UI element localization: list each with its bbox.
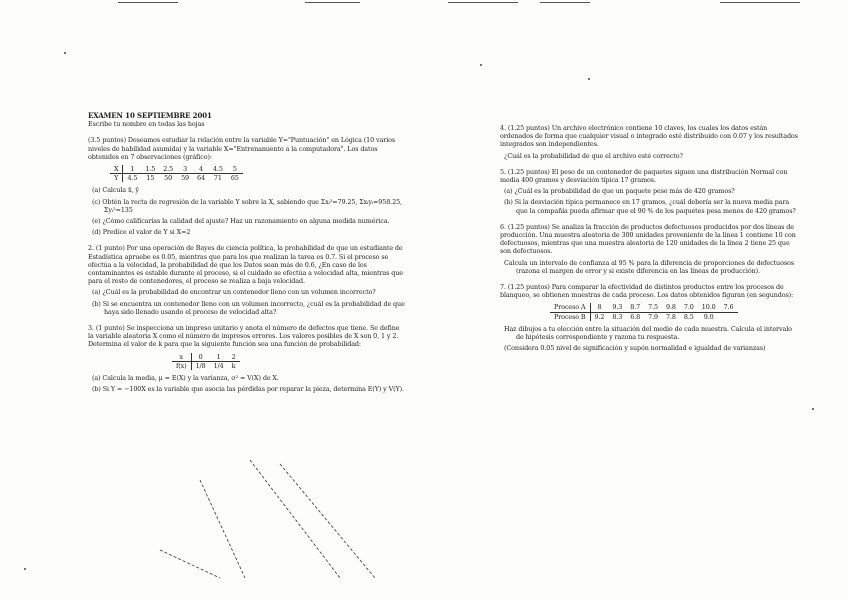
table-cell: 6.8 (630, 312, 641, 321)
question-item: (c) Obtén la recta de regresión de la variable Y sobre la X, sabiendo que Σxᵢ²=79.25, Σxᵢyᵢ=958.25, Σyᵢ²=135 (92, 197, 402, 214)
table-cell: 59 (181, 174, 190, 183)
question-item: (a) Calcula x̄, ȳ (92, 186, 139, 195)
table-cell: 7.0 (680, 303, 698, 312)
scan-speck (24, 568, 26, 570)
scan-speck (480, 64, 482, 66)
table-cell: 1 (123, 165, 141, 174)
question-2 (88, 244, 406, 316)
table-cell: 4 (193, 165, 209, 174)
question-1-text: (3.5 puntos) Deseamos estudiar la relación entre la variable Y="Puntuación" en Lógica (10 varios niveles de habilidad asumida) y la variable X="Entrenamiento a la computadora". Los datos obtenidos en 7 observaciones (gráfico): (88, 136, 396, 161)
exam-subtitle: Escribe tu nombre en todas las hojas (88, 120, 205, 129)
scan-mark (720, 2, 800, 3)
table-cell: 1/8 (195, 361, 206, 370)
scan-speck (588, 78, 590, 80)
table-cell: 8.5 (683, 312, 694, 321)
table-cell: Y (110, 174, 123, 183)
question-5-text: 5. (1.25 puntos) El peso de un contenedor de paquetes siguen una distribución Normal con media 400 gramos y desviación típica 17 gramos. (500, 167, 788, 185)
table-cell: x (172, 353, 191, 362)
table-cell: 5 (227, 165, 243, 174)
table-cell: k (231, 361, 236, 370)
left-column (88, 112, 406, 393)
table-cell: 8 (590, 303, 608, 312)
table-cell: 4.5 (209, 165, 227, 174)
question-item: (a) ¿Cuál es la probabilidad de encontrar un contenedor lleno con un volumen incorrecto? (92, 288, 376, 297)
table-cell: 9.3 (608, 303, 626, 312)
question-item: ¿Cuál es la probabilidad de que el archivo esté correcto? (504, 151, 683, 160)
question-5 (500, 168, 800, 215)
question-1 (88, 136, 406, 236)
table-cell: 71 (213, 174, 222, 183)
table-cell: Proceso B (550, 312, 590, 321)
distribution-table (172, 353, 240, 370)
question-7-text: 7. (1.25 puntos) Para comparar la efectividad de distintos productos entre los procesos de blanqueo, se obtienen muestras de cada proceso. Los datos obtenidos figuran (en segundos): (500, 283, 794, 300)
table-cell: 10.0 (698, 303, 720, 312)
question-item: (a) ¿Cuál es la probabilidad de que un paquete pese más de 420 gramos? (504, 187, 735, 196)
strike-line (200, 480, 245, 578)
scan-mark (305, 2, 360, 3)
table-cell: 9.0 (703, 312, 714, 321)
scan-mark (118, 2, 178, 3)
table-cell: 9.2 (594, 312, 605, 321)
scan-speck (812, 408, 814, 410)
scan-speck (64, 52, 66, 54)
question-item: Calcula un intervalo de confianza al 95 % para la diferencia de proporciones de defectuosos (razona el margen de error y si existe diferencia en las líneas de producción). (504, 258, 794, 275)
table-cell (720, 312, 738, 321)
question-7 (500, 283, 800, 352)
table-cell: 7.6 (720, 303, 738, 312)
question-item: (b) Si se encuentra un contenedor lleno con un volumen incorrecto, ¿cuál es la probabilidad de que haya sido llenado usando el proceso de velocidad alta? (92, 299, 405, 316)
question-2-text: 2. (1 punto) Por una operación de Bayes de ciencia política, la probabilidad de que un estudiante de Estadística apruebe es 0.05, mientras que para los que realizan la tarea es 0.7. Si el proceso se efectúa a la velocidad, la probabilidad de que los Datos sean más de 0.6, ¿En caso de los contaminantes es estable durante el proceso, si el cuidado se efectúa a velocidad alta, mientras que para el resto de contenedores, el proceso se realiza a baja velocidad. (88, 244, 403, 286)
table-cell: Proceso A (550, 303, 590, 312)
question-item: (Considera 0.05 nivel de significación y supón normalidad e igualdad de varianzas) (504, 344, 766, 353)
question-6-text: 6. (1.25 puntos) Se analiza la fracción de productos defectuosos producidos por dos líneas de producción. Una muestra aleatoria de 300 unidades proveniente de la línea 1 contiene 10 con defectuosos, mientras que una muestra aleatoria de 120 unidades de la línea 2 tiene 25 que son defectuosos. (500, 222, 796, 256)
data-table-xy (110, 165, 243, 182)
scan-mark (540, 2, 590, 3)
question-item: (e) ¿Cómo calificarías la calidad del ajuste? Haz un razonamiento en alguna medida numérica. (92, 217, 390, 226)
table-cell: 4.5 (127, 174, 138, 183)
table-cell: 2 (228, 353, 240, 362)
table-cell: X (110, 165, 123, 174)
question-4 (500, 124, 800, 160)
question-item: (a) Calcula la media, μ = E(X) y la varianza, σ² = V(X) de X. (92, 374, 279, 383)
table-cell: 7.8 (666, 312, 676, 321)
table-cell: 50 (164, 174, 173, 183)
strike-line (280, 464, 375, 578)
table-cell: 2.5 (159, 165, 177, 174)
table-cell: f(x) (172, 361, 191, 370)
table-cell: 1.5 (141, 165, 159, 174)
table-cell: 15 (146, 174, 155, 183)
table-cell: 7.9 (648, 312, 659, 321)
scan-edge (0, 0, 848, 8)
right-column (500, 124, 800, 352)
table-cell: 1/4 (213, 361, 224, 370)
table-cell: 0 (191, 353, 210, 362)
question-item: Haz dibujos a tu elección entre la situación del medio de cada muestra. Calcula el intervalo de hipótesis correspondiente y razona tu respuesta. (504, 324, 792, 342)
exam-title: EXAMEN 10 SEPTIEMBRE 2001 (88, 111, 212, 120)
question-item: (b) Si Y = −100X es la variable que asocia las pérdidas por reparar la pieza, determina E(Y) y V(Y). (92, 385, 404, 394)
question-3-text: 3. (1 punto) Se inspecciona un impreso unitario y anota el número de defectos que tiene. Se define la variable aleatoria X como el número de impresos errores. Los valores posibles de X son 0, 1 y 2. Determina el valor de k para que la siguiente función sea una función de probabilidad: (88, 324, 400, 349)
question-6 (500, 223, 800, 275)
pencil-strike-marks (140, 460, 400, 580)
scan-mark (448, 2, 518, 3)
table-cell: 9.8 (662, 303, 680, 312)
table-cell: 65 (230, 174, 239, 183)
question-item: (d) Predice el valor de Y si X=2 (92, 228, 191, 237)
question-4-text: 4. (1.25 puntos) Un archivo electrónico contiene 10 claves, los cuales los datos están ordenados de forma que cualquier visual o integrado esté distribuido con 0.07 y los resultados integrados son independientes. (500, 124, 798, 149)
table-cell: 64 (197, 174, 205, 183)
table-cell: 7.5 (644, 303, 662, 312)
question-3 (88, 324, 406, 393)
strike-line (160, 550, 220, 578)
table-cell: 3 (177, 165, 193, 174)
process-table (550, 303, 738, 320)
question-item: (b) Si la desviación típica permanece en 17 gramos, ¿cuál debería ser la nueva media para que la compañía pueda afirmar que el 90 % de los paquetes pesa menos de 420 gramos? (504, 198, 796, 215)
table-cell: 1 (210, 353, 228, 362)
table-cell: 8.3 (612, 312, 623, 321)
strike-line (250, 460, 340, 578)
table-cell: 8.7 (626, 303, 644, 312)
